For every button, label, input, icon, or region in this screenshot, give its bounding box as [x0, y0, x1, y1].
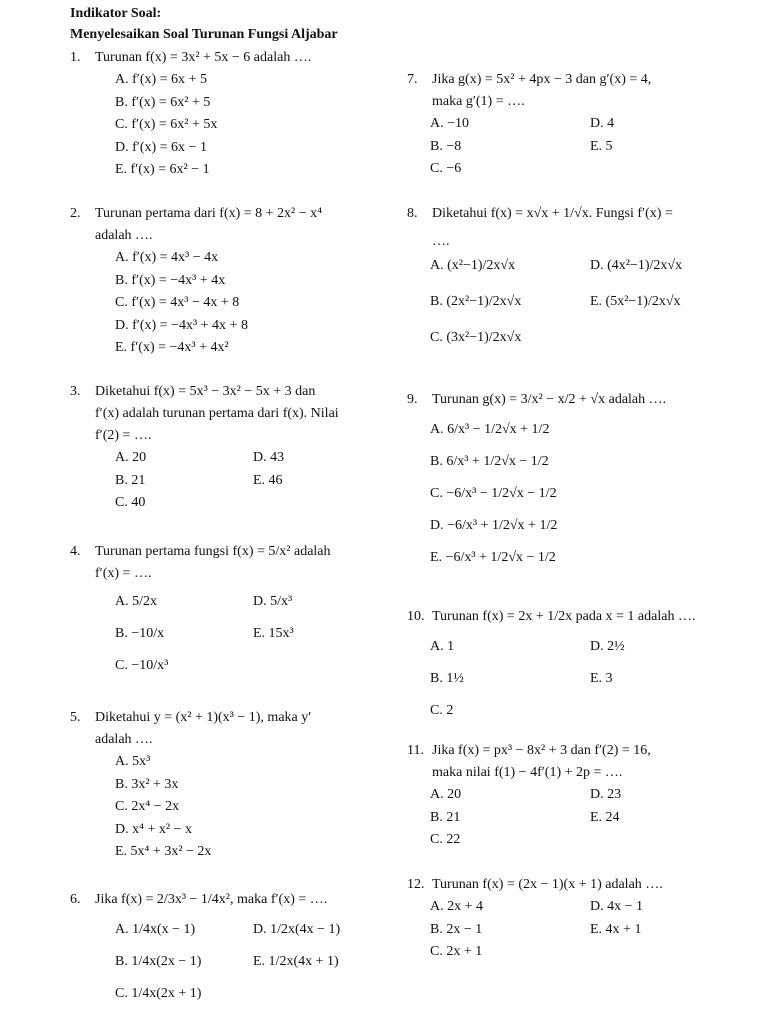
option-d[interactable]: D. 1/2x(4x − 1): [253, 922, 341, 937]
option-b[interactable]: B. 21: [430, 809, 461, 825]
option-b[interactable]: B. 21: [115, 472, 146, 488]
question-stem: [70, 206, 395, 228]
option-c[interactable]: C. 2x + 1: [430, 944, 483, 959]
question-number: 8.: [407, 206, 418, 221]
option-d[interactable]: D. 2½: [590, 639, 625, 654]
question-stem: [407, 743, 732, 765]
option-b[interactable]: B. 1½: [430, 671, 464, 686]
stem-line: Diketahui f(x) = x√x + 1/√x. Fungsi f′(x) =: [432, 206, 673, 221]
option-d[interactable]: D. (4x²−1)/2x√x: [590, 258, 683, 273]
option-a[interactable]: A. −10: [430, 116, 470, 131]
option-e[interactable]: E. (5x²−1)/2x√x: [590, 294, 681, 309]
question-10: [407, 609, 732, 726]
question-number: 12.: [407, 877, 425, 892]
option-a[interactable]: A. 20: [115, 450, 147, 465]
stem-line: Jika g(x) = 5x² + 4px − 3 dan g′(x) = 4,: [432, 72, 652, 87]
stem-line: Jika f(x) = 2/3x³ − 1/4x², maka f′(x) = ….: [95, 892, 328, 907]
question-5: [70, 710, 395, 867]
question-6: [70, 892, 395, 1012]
stem-line: Turunan pertama fungsi f(x) = 5/x² adalah: [95, 544, 331, 559]
stem-line: f′(x) = ….: [95, 566, 152, 581]
option-b[interactable]: B. 6/x³ + 1/2√x − 1/2: [430, 454, 549, 469]
option-c[interactable]: C. 2: [430, 703, 454, 718]
question-number: 10.: [407, 609, 425, 624]
option-e[interactable]: E. 5: [590, 138, 613, 154]
option-c[interactable]: C. f′(x) = 6x² + 5x: [115, 117, 218, 132]
option-c[interactable]: C. (3x²−1)/2x√x: [430, 330, 522, 345]
option-e[interactable]: E. 1/2x(4x + 1): [253, 954, 339, 969]
question-11: [407, 743, 732, 855]
question-stem: [407, 72, 732, 94]
option-c[interactable]: C. −6: [430, 161, 462, 176]
stem-line: Turunan f(x) = 2x + 1/2x pada x = 1 adalah ….: [432, 609, 696, 624]
option-b[interactable]: B. −10/x: [115, 626, 165, 641]
question-number: 11.: [407, 743, 424, 758]
option-a[interactable]: A. f′(x) = 4x³ − 4x: [115, 250, 219, 265]
option-d[interactable]: D. 4: [590, 116, 615, 131]
option-a[interactable]: A. 5/2x: [115, 594, 157, 609]
option-e[interactable]: E. 5x⁴ + 3x² − 2x: [115, 844, 212, 859]
stem-line: ….: [432, 234, 450, 249]
option-e[interactable]: E. 15x³: [253, 626, 294, 641]
question-stem: [70, 892, 395, 922]
question-stem: [407, 877, 732, 899]
question-number: 4.: [70, 544, 81, 559]
option-a[interactable]: A. 1/4x(x − 1): [115, 922, 196, 937]
stem-line: f′(2) = ….: [95, 428, 152, 443]
option-c[interactable]: C. −6/x³ − 1/2√x − 1/2: [430, 486, 557, 501]
indicator-subtitle: Menyelesaikan Soal Turunan Fungsi Aljabar: [70, 27, 338, 42]
option-c[interactable]: C. 2x⁴ − 2x: [115, 799, 180, 814]
option-b[interactable]: B. 2x − 1: [430, 921, 483, 937]
option-e[interactable]: E. f′(x) = 6x² − 1: [115, 162, 210, 177]
stem-line: Turunan g(x) = 3/x² − x/2 + √x adalah ….: [432, 392, 667, 407]
option-d[interactable]: D. 4x − 1: [590, 899, 644, 914]
option-d[interactable]: D. f′(x) = −4x³ + 4x + 8: [115, 317, 248, 333]
option-b[interactable]: B. 1/4x(2x − 1): [115, 954, 202, 969]
option-d[interactable]: D. f′(x) = 6x − 1: [115, 139, 207, 155]
option-b[interactable]: B. −8: [430, 138, 462, 154]
option-e[interactable]: E. 24: [590, 809, 620, 825]
option-e[interactable]: E. −6/x³ + 1/2√x − 1/2: [430, 550, 556, 565]
option-b[interactable]: B. f′(x) = 6x² + 5: [115, 94, 211, 110]
question-number: 1.: [70, 50, 81, 65]
question-stem: [70, 384, 395, 406]
option-b[interactable]: B. 3x² + 3x: [115, 776, 179, 792]
question-number: 7.: [407, 72, 418, 87]
option-c[interactable]: C. −10/x³: [115, 658, 169, 673]
option-c[interactable]: C. 22: [430, 832, 461, 847]
option-d[interactable]: D. 5/x³: [253, 594, 293, 609]
option-a[interactable]: A. 6/x³ − 1/2√x + 1/2: [430, 422, 550, 437]
option-d[interactable]: D. 23: [590, 787, 622, 802]
question-number: 9.: [407, 392, 418, 407]
question-stem: [407, 609, 732, 639]
question-2: [70, 206, 395, 363]
question-stem: [70, 50, 395, 72]
stem-line: Diketahui y = (x² + 1)(x³ − 1), maka y′: [95, 710, 312, 725]
stem-line: f′(x) adalah turunan pertama dari f(x). Nilai: [95, 406, 339, 421]
option-a[interactable]: A. 2x + 4: [430, 899, 484, 914]
option-a[interactable]: A. f′(x) = 6x + 5: [115, 72, 207, 87]
question-1: [70, 50, 395, 185]
option-c[interactable]: C. f′(x) = 4x³ − 4x + 8: [115, 295, 240, 310]
question-number: 5.: [70, 710, 81, 725]
stem-line: adalah ….: [95, 228, 153, 243]
question-12: [407, 877, 732, 967]
question-stem: [407, 392, 732, 422]
option-a[interactable]: A. 1: [430, 639, 455, 654]
option-e[interactable]: E. 46: [253, 472, 283, 488]
stem-line: Turunan pertama dari f(x) = 8 + 2x² − x⁴: [95, 206, 323, 221]
option-a[interactable]: A. (x²−1)/2x√x: [430, 258, 516, 273]
stem-line: Diketahui f(x) = 5x³ − 3x² − 5x + 3 dan: [95, 384, 316, 399]
question-stem: [70, 544, 395, 566]
stem-line: Turunan f(x) = (2x − 1)(x + 1) adalah ….: [432, 877, 663, 892]
stem-line: maka nilai f(1) − 4f′(1) + 2p = ….: [432, 765, 623, 780]
option-e[interactable]: E. 3: [590, 671, 613, 686]
stem-line: Jika f(x) = px³ − 8x² + 3 dan f′(2) = 16,: [432, 743, 651, 758]
question-3: [70, 384, 395, 518]
option-b[interactable]: B. f′(x) = −4x³ + 4x: [115, 272, 226, 288]
option-a[interactable]: A. 20: [430, 787, 462, 802]
indicator-heading: Indikator Soal:: [70, 6, 162, 21]
question-number: 2.: [70, 206, 81, 221]
question-number: 6.: [70, 892, 81, 907]
option-c[interactable]: C. 1/4x(2x + 1): [115, 986, 202, 1001]
option-d[interactable]: D. 43: [253, 450, 285, 465]
option-a[interactable]: A. 5x³: [115, 754, 151, 769]
question-stem: [70, 710, 395, 732]
option-e[interactable]: E. 4x + 1: [590, 921, 642, 937]
question-4: [70, 544, 395, 690]
question-8: [407, 206, 732, 362]
option-e[interactable]: E. f′(x) = −4x³ + 4x²: [115, 340, 229, 355]
stem-line: adalah ….: [95, 732, 153, 747]
question-stem: [407, 206, 732, 234]
question-9: [407, 392, 732, 582]
question-number: 3.: [70, 384, 81, 399]
option-d[interactable]: D. x⁴ + x² − x: [115, 821, 192, 837]
stem-line: Turunan f(x) = 3x² + 5x − 6 adalah ….: [95, 50, 312, 65]
option-c[interactable]: C. 40: [115, 495, 146, 510]
option-d[interactable]: D. −6/x³ + 1/2√x + 1/2: [430, 518, 558, 533]
question-7: [407, 72, 732, 184]
option-b[interactable]: B. (2x²−1)/2x√x: [430, 294, 522, 309]
stem-line: maka g′(1) = ….: [432, 94, 525, 109]
